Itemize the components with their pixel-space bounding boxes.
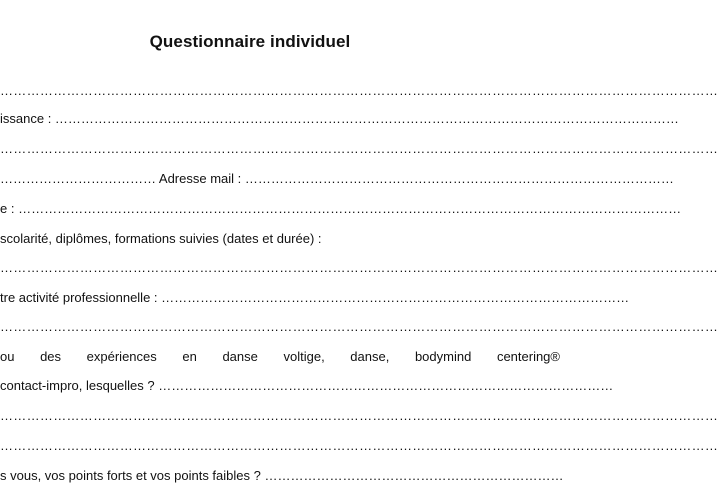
document-title: Questionnaire individuel bbox=[149, 32, 351, 51]
word-6: voltige, bbox=[283, 349, 325, 364]
form-line-3: ……………………………………………………………………………………………………………………………………………… bbox=[0, 141, 718, 156]
form-line-strengths: s vous, vos points forts et vos points faibles ? …………………………………………………………… bbox=[0, 468, 564, 483]
form-line-email: ……………………………… Adresse mail : ……………………………………………………………………………………… bbox=[0, 171, 674, 186]
word-3: expériences bbox=[86, 349, 157, 364]
form-line-5: e : ……………………………………………………………………………………………………………………………………… bbox=[0, 201, 682, 216]
experience-words bbox=[0, 348, 560, 366]
word-7: danse, bbox=[350, 349, 390, 364]
form-line-birth: issance : ……………………………………………………………………………………………………………………………… bbox=[0, 111, 679, 126]
word-1: ou bbox=[0, 349, 15, 364]
word-2: des bbox=[40, 349, 62, 364]
form-line-13: ……………………………………………………………………………………………………………………………………………… bbox=[0, 438, 718, 453]
form-line-contact-impro: contact-impro, lesquelles ? …………………………………………………………………………………………… bbox=[0, 378, 614, 393]
form-line-experience bbox=[0, 348, 560, 366]
form-line-1: ……………………………………………………………………………………………………………………………………………… bbox=[0, 83, 718, 98]
form-line-education: scolarité, diplômes, formations suivies (dates et durée) : bbox=[0, 231, 322, 246]
word-4: en bbox=[182, 349, 197, 364]
form-line-profession: tre activité professionnelle : ……………………………………………………………………………………………… bbox=[0, 290, 630, 305]
form-line-7: ……………………………………………………………………………………………………………………………………………… bbox=[0, 260, 718, 275]
word-8: bodymind bbox=[414, 349, 472, 364]
word-5: danse bbox=[222, 349, 258, 364]
form-line-12: ……………………………………………………………………………………………………………………………………………… bbox=[0, 408, 718, 423]
word-9: centering® bbox=[496, 349, 560, 364]
form-line-9: ……………………………………………………………………………………………………………………………………………… bbox=[0, 319, 718, 334]
